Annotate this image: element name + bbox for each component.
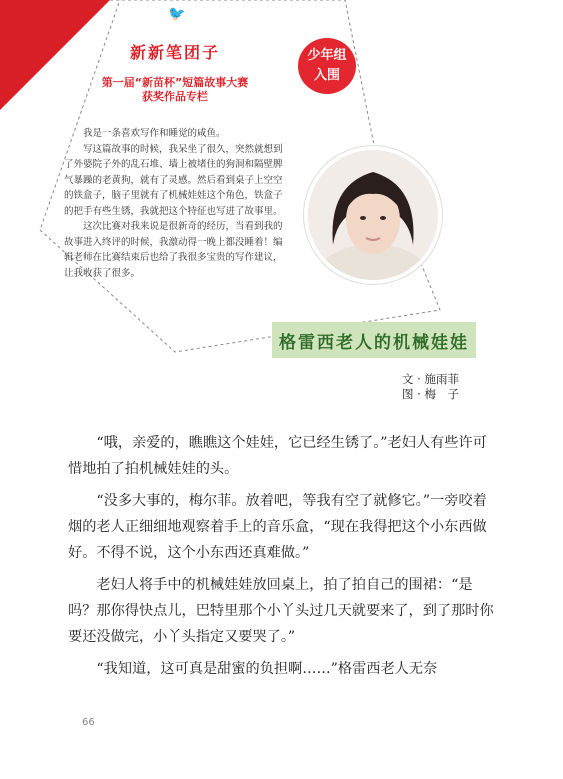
bird-icon: 🐦 bbox=[168, 6, 186, 22]
badge-line2: 入围 bbox=[313, 68, 340, 83]
intro-paragraph: 这次比赛对我来说是很新奇的经历，当看到我的故事进入终评的时候，我激动得一晚上都没睡着！编辑老师在比赛结束后也给了我很多宝贵的写作建议，让我收获了很多。 bbox=[64, 221, 283, 279]
illustrator-credit: 图 · 梅 子 bbox=[402, 387, 459, 401]
badge-line1: 少年组 bbox=[307, 48, 347, 63]
award-badge bbox=[298, 38, 356, 94]
story-paragraph: “哦，亲爱的，瞧瞧这个娃娃，它已经生锈了。”老妇人有些许可惜地拍了拍机械娃娃的头。 bbox=[68, 435, 487, 477]
author-photo bbox=[304, 146, 442, 284]
contest-subtitle: 获奖作品专栏 bbox=[142, 90, 208, 103]
story-paragraph: 老妇人将手中的机械娃娃放回桌上，拍了拍自己的围裙：“是吗？那你得快点儿，巴特里那个小丫头过几天就要来了，到了那时你要还没做完，小丫头指定又要哭了。” bbox=[68, 577, 494, 645]
story-paragraph: “我知道，这可真是甜蜜的负担啊……”格雷西老人无奈 bbox=[96, 661, 438, 677]
author-credit: 文 · 施雨菲 bbox=[402, 372, 459, 386]
story-body bbox=[68, 430, 494, 688]
column-title: 新新笔团子 bbox=[129, 43, 220, 62]
page-number: 66 bbox=[82, 717, 95, 728]
portrait-image bbox=[308, 150, 438, 280]
author-intro bbox=[64, 126, 290, 281]
story-paragraph: “没多大事的，梅尔菲。放着吧，等我有空了就修它。”一旁咬着烟的老人正细细地观察着手上的音乐盒，“现在我得把这个小东西做好。不得不说，这个小东西还真难做。” bbox=[68, 493, 487, 561]
contest-title: 第一届“新苗杯”短篇故事大赛 bbox=[101, 76, 249, 89]
story-title: 格雷西老人的机械娃娃 bbox=[272, 322, 476, 358]
intro-paragraph: 写这篇故事的时候，我呆坐了很久，突然就想到了外婆院子外的乱石堆、墙上被堵住的狗洞和隔壁脾气暴躁的老黄狗，就有了灵感。然后看到桌子上空空的铁盒子，脑子里就有了机械娃娃这个角色，铁盒子的把手有些生锈，我就把这个特征也写进了故事里。 bbox=[64, 143, 283, 217]
intro-paragraph: 我是一条喜欢写作和睡觉的咸鱼。 bbox=[83, 128, 226, 139]
